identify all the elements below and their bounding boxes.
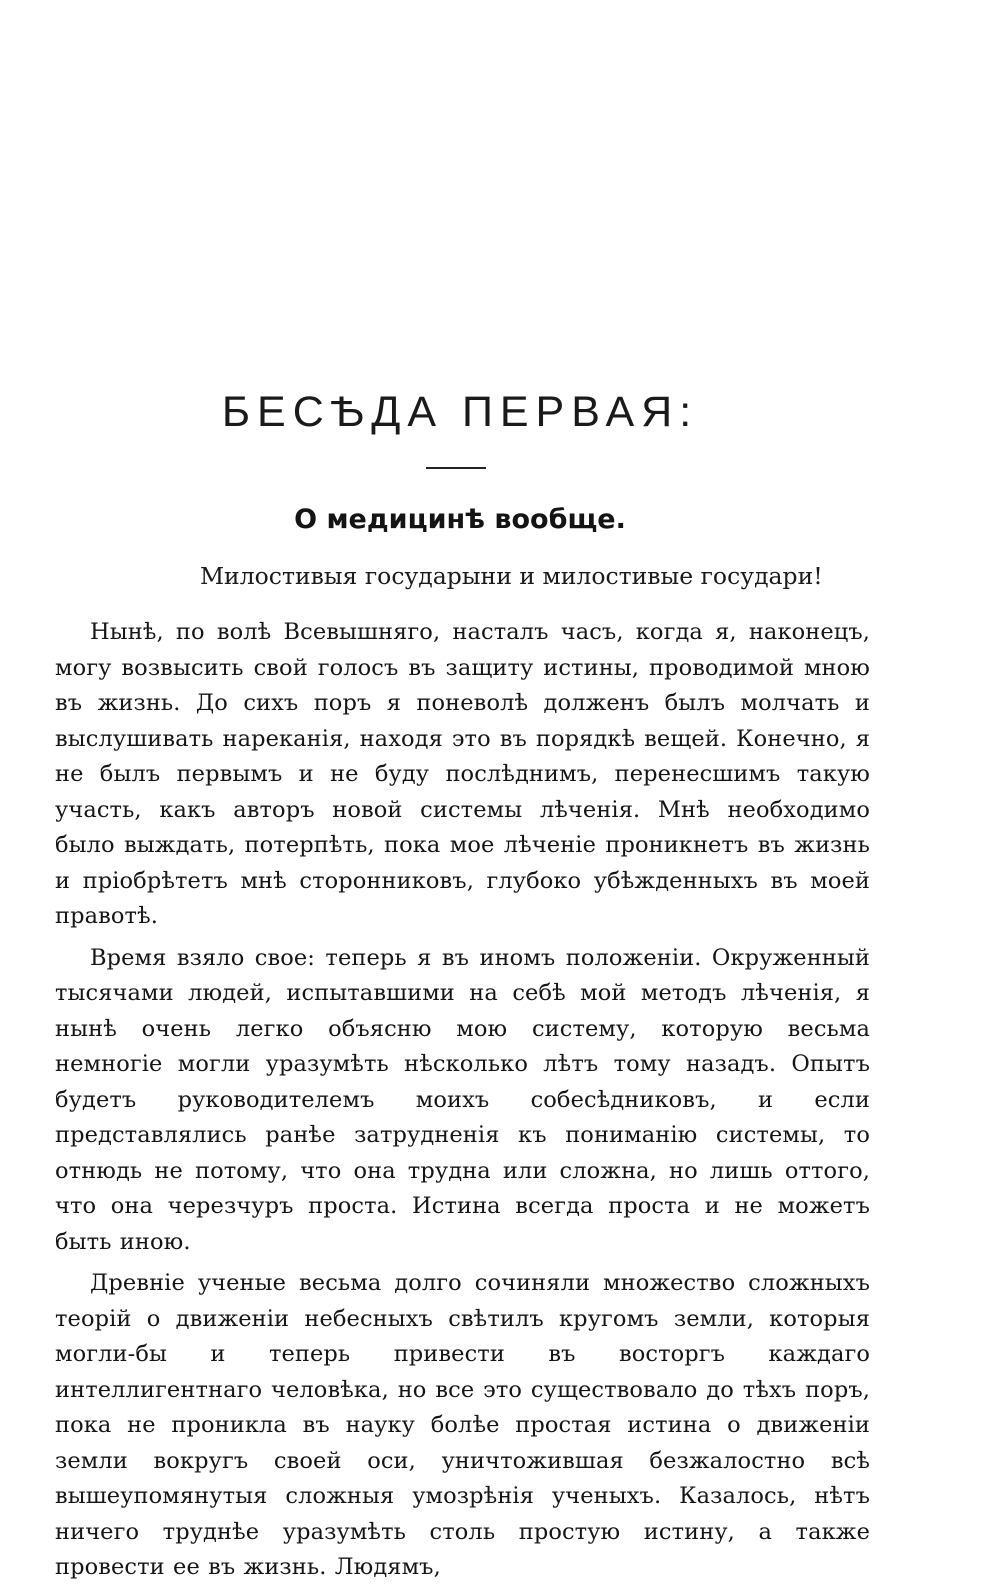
section-title: О медицинѣ вообще. [294,504,626,535]
paragraph: Древніе ученые весьма долго сочиняли множество сложныхъ теорій о движеніи небесныхъ свѣтилъ кругомъ земли, которыя могли-бы и теперь привести въ восторгъ каждаго интеллигентнаго человѣка, но все это существовало до тѣхъ поръ, пока не проникла въ науку болѣе простая истина о движеніи земли вокругъ своей оси, уничтожившая безжалостно всѣ вышеупомянутыя сложныя умозрѣнія ученыхъ. Казалось, нѣтъ ничего труднѣе уразумѣть столь простую истину, а также провести ее въ жизнь. Людямъ, [55,1270,870,1580]
paragraph: Нынѣ, по волѣ Всевышняго, насталъ часъ, когда я, наконецъ, могу возвысить свой голосъ въ защиту истины, проводимой мною въ жизнь. До сихъ поръ я поневолѣ долженъ былъ молчать и выслушивать нареканія, находя это въ порядкѣ вещей. Конечно, я не былъ первымъ и не буду послѣднимъ, перенесшимъ такую участь, какъ авторъ новой системы лѣченія. Мнѣ необходимо было выждать, потерпѣть, пока мое лѣченіе проникнетъ въ жизнь и пріобрѣтетъ мнѣ сторонниковъ, глубоко убѣжденныхъ въ моей правотѣ. [55,619,870,929]
salutation: Милостивыя государыни и милостивые государи! [200,562,823,590]
paragraph: Время взяло свое: теперь я въ иномъ положеніи. Окруженный тысячами людей, испытавшими на себѣ мой методъ лѣченія, я нынѣ очень легко объясню мою систему, которую весьма немногіе могли уразумѣть нѣсколько лѣтъ тому назадъ. Опытъ будетъ руководителемъ моихъ собесѣдниковъ, и если представлялись ранѣе затрудненія къ пониманію системы, то отнюдь не потому, что она трудна или сложна, но лишь оттого, что она черезчуръ проста. Истина всегда проста и не можетъ быть иною. [55,944,870,1255]
title-divider [426,467,486,469]
body-text [55,615,870,1592]
chapter-title: БЕСѢДА ПЕРВАЯ: [221,388,699,436]
